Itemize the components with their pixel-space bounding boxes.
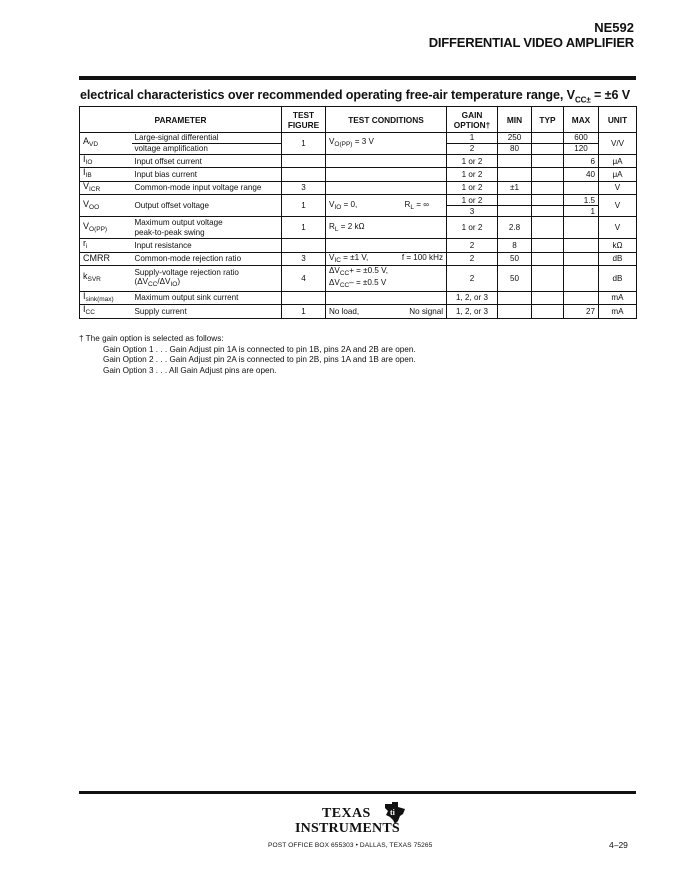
section-heading	[80, 88, 650, 105]
cond-ksvr: $\Delta V_{CC}+ = \pm 0.5$ V, $\Delta V_{CC}- = \pm 0.5$ V	[326, 266, 447, 292]
gain-ri: 2	[447, 239, 498, 252]
unit-vopp: V	[599, 217, 637, 239]
header-test-conditions: TEST CONDITIONS	[326, 107, 447, 133]
desc-vopp: Maximum output voltage peak-to-peak swing	[132, 217, 282, 239]
min-icc	[498, 305, 532, 318]
gain-vopp: 1 or 2	[447, 217, 498, 239]
max-isink	[564, 291, 599, 304]
header-gain-option: GAIN OPTION†	[447, 107, 498, 133]
section-heading-tail: = ±6 V	[590, 88, 631, 102]
min-cmrr: 50	[498, 252, 532, 265]
min-ri: 8	[498, 239, 532, 252]
unit-cmrr: dB	[599, 252, 637, 265]
symbol-cmrr: CMRR	[80, 252, 132, 265]
unit-vicr: V	[599, 181, 637, 194]
svg-text:ti: ti	[390, 808, 395, 817]
gain-vicr: 1 or 2	[447, 181, 498, 194]
table-row	[80, 291, 637, 304]
gain-voo-2: 3	[447, 206, 498, 217]
max-iib: 40	[564, 168, 599, 181]
symbol-iib: $I_{IB}$	[80, 168, 132, 181]
table-row	[80, 239, 637, 252]
electrical-characteristics-table	[79, 106, 637, 319]
min-isink	[498, 291, 532, 304]
desc-cmrr: Common-mode rejection ratio	[132, 252, 282, 265]
typ-cmrr	[532, 252, 564, 265]
table-row	[80, 252, 637, 265]
min-vopp: 2.8	[498, 217, 532, 239]
desc-iib: Input bias current	[132, 168, 282, 181]
cond-cmrr: $V_{IC} = \pm 1$ V, f = 100 kHz	[326, 252, 447, 265]
max-iio: 6	[564, 155, 599, 168]
unit-isink: mA	[599, 291, 637, 304]
desc-avd-1: Large-signal differential	[132, 133, 282, 144]
cond-voo: $V_{IO} = 0$, $R_L$ = ∞	[326, 195, 447, 217]
table-row	[80, 195, 637, 206]
texas-instruments-logo	[292, 801, 412, 841]
figure-iib	[282, 168, 326, 181]
typ-iio	[532, 155, 564, 168]
footer-address: POST OFFICE BOX 655303 • DALLAS, TEXAS 75265	[268, 842, 433, 849]
max-cmrr	[564, 252, 599, 265]
header-typ: TYP	[532, 107, 564, 133]
unit-icc: mA	[599, 305, 637, 318]
header-max: MAX	[564, 107, 599, 133]
unit-ksvr: dB	[599, 266, 637, 292]
ti-state-logo-icon	[382, 801, 408, 825]
min-ksvr: 50	[498, 266, 532, 292]
unit-iio: μA	[599, 155, 637, 168]
min-avd-2: 80	[498, 144, 532, 155]
table-row	[80, 168, 637, 181]
max-ksvr	[564, 266, 599, 292]
cond-vopp: $R_L = 2$ kΩ	[326, 217, 447, 239]
desc-vicr: Common-mode input voltage range	[132, 181, 282, 194]
cond-isink	[326, 291, 447, 304]
desc-icc: Supply current	[132, 305, 282, 318]
max-vicr	[564, 181, 599, 194]
footnotes	[79, 334, 416, 376]
figure-ksvr: 4	[282, 266, 326, 292]
gain-avd-1: 1	[447, 133, 498, 144]
footnote-gain-option-3: Gain Option 3 . . . All Gain Adjust pins are open.	[103, 365, 277, 375]
typ-ri	[532, 239, 564, 252]
figure-icc: 1	[282, 305, 326, 318]
figure-avd: 1	[282, 133, 326, 155]
gain-cmrr: 2	[447, 252, 498, 265]
table-header-row	[80, 107, 637, 133]
max-icc: 27	[564, 305, 599, 318]
min-voo-1	[498, 195, 532, 206]
typ-iib	[532, 168, 564, 181]
cond-ri	[326, 239, 447, 252]
header-unit: UNIT	[599, 107, 637, 133]
cond-iio	[326, 155, 447, 168]
figure-vopp: 1	[282, 217, 326, 239]
logo-text-instruments: INSTRUMENTS	[295, 821, 400, 836]
table-row	[80, 155, 637, 168]
unit-ri: kΩ	[599, 239, 637, 252]
max-voo-1: 1.5	[564, 195, 599, 206]
cond-icc: No load, No signal	[326, 305, 447, 318]
typ-avd-2	[532, 144, 564, 155]
table-row	[80, 181, 637, 194]
bottom-rule	[79, 791, 636, 794]
table-row	[80, 266, 637, 292]
min-vicr: ±1	[498, 181, 532, 194]
figure-isink	[282, 291, 326, 304]
page-number: 4–29	[609, 840, 628, 850]
section-heading-text: electrical characteristics over recommended operating free-air temperature range, V	[80, 88, 575, 102]
gain-voo-1: 1 or 2	[447, 195, 498, 206]
typ-vopp	[532, 217, 564, 239]
gain-iib: 1 or 2	[447, 168, 498, 181]
part-number: NE592	[594, 20, 634, 35]
desc-avd-2: voltage amplification	[132, 144, 282, 155]
max-vopp	[564, 217, 599, 239]
header-test-figure: TEST FIGURE	[282, 107, 326, 133]
figure-iio	[282, 155, 326, 168]
min-iio	[498, 155, 532, 168]
figure-vicr: 3	[282, 181, 326, 194]
footnote-gain-option-2: Gain Option 2 . . . Gain Adjust pin 2A is connected to pin 2B, pins 1A and 1B are open.	[103, 355, 416, 364]
max-voo-2: 1	[564, 206, 599, 217]
symbol-avd: $A_{VD}$	[80, 133, 132, 155]
typ-icc	[532, 305, 564, 318]
typ-avd-1	[532, 133, 564, 144]
header-parameter: PARAMETER	[80, 107, 282, 133]
gain-iio: 1 or 2	[447, 155, 498, 168]
max-avd-1: 600	[564, 133, 599, 144]
symbol-iio: $I_{IO}$	[80, 155, 132, 168]
unit-iib: μA	[599, 168, 637, 181]
unit-avd: V/V	[599, 133, 637, 155]
table-row	[80, 217, 637, 239]
top-rule	[79, 76, 636, 80]
typ-voo-1	[532, 195, 564, 206]
header-min: MIN	[498, 107, 532, 133]
document-title: DIFFERENTIAL VIDEO AMPLIFIER	[428, 35, 634, 50]
symbol-ksvr: $k_{SVR}$	[80, 266, 132, 292]
figure-voo: 1	[282, 195, 326, 217]
page-header	[429, 20, 634, 50]
max-avd-2: 120	[564, 144, 599, 155]
symbol-vopp: $V_{O(PP)}$	[80, 217, 132, 239]
table-row	[80, 133, 637, 144]
footnote-dagger: † The gain option is selected as follows:	[79, 334, 224, 343]
desc-voo: Output offset voltage	[132, 195, 282, 217]
gain-icc: 1, 2, or 3	[447, 305, 498, 318]
figure-cmrr: 3	[282, 252, 326, 265]
gain-isink: 1, 2, or 3	[447, 291, 498, 304]
desc-isink: Maximum output sink current	[132, 291, 282, 304]
typ-ksvr	[532, 266, 564, 292]
symbol-icc: $I_{CC}$	[80, 305, 132, 318]
desc-ri: Input resistance	[132, 239, 282, 252]
max-ri	[564, 239, 599, 252]
gain-ksvr: 2	[447, 266, 498, 292]
typ-vicr	[532, 181, 564, 194]
min-voo-2	[498, 206, 532, 217]
section-heading-subscript: CC±	[574, 95, 591, 105]
unit-voo: V	[599, 195, 637, 217]
symbol-vicr: $V_{ICR}$	[80, 181, 132, 194]
desc-ksvr: Supply-voltage rejection ratio $(\Delta V_{CC}/\Delta V_{IO})$	[132, 266, 282, 292]
table-row	[80, 305, 637, 318]
min-avd-1: 250	[498, 133, 532, 144]
min-iib	[498, 168, 532, 181]
cond-avd: $V_{O(PP)} = 3$ V	[326, 133, 447, 155]
figure-ri	[282, 239, 326, 252]
symbol-voo: $V_{OO}$	[80, 195, 132, 217]
typ-voo-2	[532, 206, 564, 217]
desc-iio: Input offset current	[132, 155, 282, 168]
gain-avd-2: 2	[447, 144, 498, 155]
symbol-ri: $r_i$	[80, 239, 132, 252]
symbol-isink: $I_{sink(max)}$	[80, 291, 132, 304]
cond-vicr	[326, 181, 447, 194]
footnote-gain-option-1: Gain Option 1 . . . Gain Adjust pin 1A is connected to pin 1B, pins 2A and 2B are open.	[103, 344, 416, 354]
logo-text-texas: TEXAS	[322, 806, 371, 821]
typ-isink	[532, 291, 564, 304]
cond-iib	[326, 168, 447, 181]
